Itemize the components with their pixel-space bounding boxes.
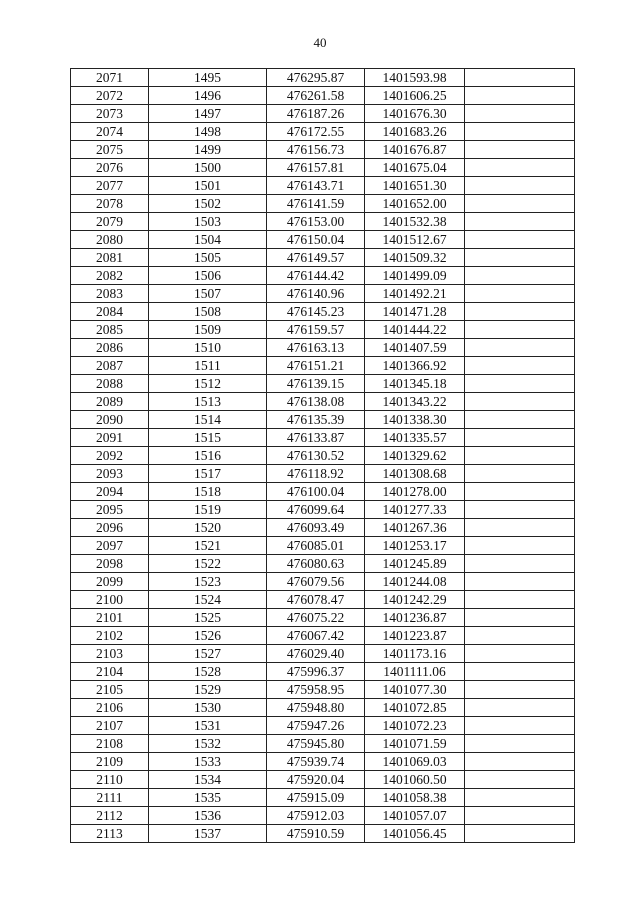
table-row <box>71 303 575 321</box>
vertex-number-cell: 1519 <box>149 501 267 519</box>
y-coordinate-cell: 1401057.07 <box>365 807 465 825</box>
x-coordinate-cell: 475948.80 <box>267 699 365 717</box>
table-row <box>71 195 575 213</box>
y-coordinate-cell: 1401244.08 <box>365 573 465 591</box>
y-coordinate-cell: 1401072.85 <box>365 699 465 717</box>
table-row <box>71 753 575 771</box>
vertex-number-cell: 1502 <box>149 195 267 213</box>
table-row <box>71 483 575 501</box>
point-number-cell: 2071 <box>71 69 149 87</box>
vertex-number-cell: 1505 <box>149 249 267 267</box>
y-coordinate-cell: 1401060.50 <box>365 771 465 789</box>
vertex-number-cell: 1509 <box>149 321 267 339</box>
x-coordinate-cell: 476130.52 <box>267 447 365 465</box>
table-row <box>71 177 575 195</box>
point-number-cell: 2105 <box>71 681 149 699</box>
vertex-number-cell: 1495 <box>149 69 267 87</box>
x-coordinate-cell: 475958.95 <box>267 681 365 699</box>
vertex-number-cell: 1528 <box>149 663 267 681</box>
note-cell <box>465 591 575 609</box>
point-number-cell: 2108 <box>71 735 149 753</box>
note-cell <box>465 735 575 753</box>
note-cell <box>465 483 575 501</box>
point-number-cell: 2094 <box>71 483 149 501</box>
x-coordinate-cell: 476099.64 <box>267 501 365 519</box>
y-coordinate-cell: 1401444.22 <box>365 321 465 339</box>
y-coordinate-cell: 1401683.26 <box>365 123 465 141</box>
note-cell <box>465 87 575 105</box>
point-number-cell: 2088 <box>71 375 149 393</box>
y-coordinate-cell: 1401606.25 <box>365 87 465 105</box>
x-coordinate-cell: 476144.42 <box>267 267 365 285</box>
x-coordinate-cell: 475910.59 <box>267 825 365 843</box>
x-coordinate-cell: 476138.08 <box>267 393 365 411</box>
note-cell <box>465 663 575 681</box>
table-row <box>71 267 575 285</box>
x-coordinate-cell: 476100.04 <box>267 483 365 501</box>
note-cell <box>465 195 575 213</box>
table-row <box>71 825 575 843</box>
vertex-number-cell: 1515 <box>149 429 267 447</box>
note-cell <box>465 105 575 123</box>
vertex-number-cell: 1530 <box>149 699 267 717</box>
y-coordinate-cell: 1401366.92 <box>365 357 465 375</box>
point-number-cell: 2092 <box>71 447 149 465</box>
x-coordinate-cell: 476140.96 <box>267 285 365 303</box>
vertex-number-cell: 1508 <box>149 303 267 321</box>
y-coordinate-cell: 1401278.00 <box>365 483 465 501</box>
note-cell <box>465 645 575 663</box>
vertex-number-cell: 1521 <box>149 537 267 555</box>
x-coordinate-cell: 475920.04 <box>267 771 365 789</box>
y-coordinate-cell: 1401492.21 <box>365 285 465 303</box>
x-coordinate-cell: 476141.59 <box>267 195 365 213</box>
y-coordinate-cell: 1401308.68 <box>365 465 465 483</box>
table-row <box>71 87 575 105</box>
x-coordinate-cell: 476157.81 <box>267 159 365 177</box>
point-number-cell: 2106 <box>71 699 149 717</box>
x-coordinate-cell: 476080.63 <box>267 555 365 573</box>
table-row <box>71 681 575 699</box>
table-row <box>71 357 575 375</box>
x-coordinate-cell: 476078.47 <box>267 591 365 609</box>
table-row <box>71 339 575 357</box>
note-cell <box>465 771 575 789</box>
y-coordinate-cell: 1401173.16 <box>365 645 465 663</box>
point-number-cell: 2084 <box>71 303 149 321</box>
note-cell <box>465 681 575 699</box>
point-number-cell: 2081 <box>71 249 149 267</box>
y-coordinate-cell: 1401267.36 <box>365 519 465 537</box>
note-cell <box>465 717 575 735</box>
note-cell <box>465 213 575 231</box>
note-cell <box>465 537 575 555</box>
note-cell <box>465 753 575 771</box>
y-coordinate-cell: 1401058.38 <box>365 789 465 807</box>
y-coordinate-cell: 1401512.67 <box>365 231 465 249</box>
point-number-cell: 2097 <box>71 537 149 555</box>
point-number-cell: 2095 <box>71 501 149 519</box>
vertex-number-cell: 1525 <box>149 609 267 627</box>
vertex-number-cell: 1498 <box>149 123 267 141</box>
point-number-cell: 2073 <box>71 105 149 123</box>
vertex-number-cell: 1537 <box>149 825 267 843</box>
vertex-number-cell: 1527 <box>149 645 267 663</box>
point-number-cell: 2077 <box>71 177 149 195</box>
table-row <box>71 429 575 447</box>
x-coordinate-cell: 476172.55 <box>267 123 365 141</box>
table-row <box>71 555 575 573</box>
table-row <box>71 735 575 753</box>
vertex-number-cell: 1497 <box>149 105 267 123</box>
table-row <box>71 627 575 645</box>
point-number-cell: 2101 <box>71 609 149 627</box>
point-number-cell: 2074 <box>71 123 149 141</box>
table-row <box>71 771 575 789</box>
x-coordinate-cell: 476295.87 <box>267 69 365 87</box>
table-row <box>71 231 575 249</box>
note-cell <box>465 825 575 843</box>
y-coordinate-cell: 1401335.57 <box>365 429 465 447</box>
y-coordinate-cell: 1401223.87 <box>365 627 465 645</box>
vertex-number-cell: 1534 <box>149 771 267 789</box>
coordinates-table <box>70 68 575 843</box>
y-coordinate-cell: 1401111.06 <box>365 663 465 681</box>
vertex-number-cell: 1518 <box>149 483 267 501</box>
table-row <box>71 663 575 681</box>
table-row <box>71 213 575 231</box>
table-row <box>71 717 575 735</box>
point-number-cell: 2093 <box>71 465 149 483</box>
vertex-number-cell: 1531 <box>149 717 267 735</box>
x-coordinate-cell: 476163.13 <box>267 339 365 357</box>
y-coordinate-cell: 1401676.87 <box>365 141 465 159</box>
vertex-number-cell: 1517 <box>149 465 267 483</box>
point-number-cell: 2086 <box>71 339 149 357</box>
point-number-cell: 2079 <box>71 213 149 231</box>
vertex-number-cell: 1504 <box>149 231 267 249</box>
y-coordinate-cell: 1401651.30 <box>365 177 465 195</box>
note-cell <box>465 465 575 483</box>
vertex-number-cell: 1523 <box>149 573 267 591</box>
y-coordinate-cell: 1401236.87 <box>365 609 465 627</box>
note-cell <box>465 573 575 591</box>
x-coordinate-cell: 476145.23 <box>267 303 365 321</box>
point-number-cell: 2109 <box>71 753 149 771</box>
vertex-number-cell: 1536 <box>149 807 267 825</box>
table-row <box>71 393 575 411</box>
note-cell <box>465 321 575 339</box>
table-row <box>71 447 575 465</box>
point-number-cell: 2085 <box>71 321 149 339</box>
table-row <box>71 609 575 627</box>
x-coordinate-cell: 475996.37 <box>267 663 365 681</box>
note-cell <box>465 789 575 807</box>
table-row <box>71 375 575 393</box>
note-cell <box>465 177 575 195</box>
table-row <box>71 573 575 591</box>
point-number-cell: 2104 <box>71 663 149 681</box>
y-coordinate-cell: 1401071.59 <box>365 735 465 753</box>
y-coordinate-cell: 1401072.23 <box>365 717 465 735</box>
vertex-number-cell: 1529 <box>149 681 267 699</box>
note-cell <box>465 393 575 411</box>
x-coordinate-cell: 476067.42 <box>267 627 365 645</box>
note-cell <box>465 699 575 717</box>
note-cell <box>465 519 575 537</box>
x-coordinate-cell: 476153.00 <box>267 213 365 231</box>
y-coordinate-cell: 1401676.30 <box>365 105 465 123</box>
table-row <box>71 411 575 429</box>
table-row <box>71 465 575 483</box>
point-number-cell: 2112 <box>71 807 149 825</box>
point-number-cell: 2110 <box>71 771 149 789</box>
vertex-number-cell: 1532 <box>149 735 267 753</box>
vertex-number-cell: 1506 <box>149 267 267 285</box>
point-number-cell: 2113 <box>71 825 149 843</box>
x-coordinate-cell: 475939.74 <box>267 753 365 771</box>
point-number-cell: 2087 <box>71 357 149 375</box>
y-coordinate-cell: 1401069.03 <box>365 753 465 771</box>
y-coordinate-cell: 1401056.45 <box>365 825 465 843</box>
table-row <box>71 123 575 141</box>
note-cell <box>465 339 575 357</box>
point-number-cell: 2090 <box>71 411 149 429</box>
x-coordinate-cell: 476133.87 <box>267 429 365 447</box>
note-cell <box>465 807 575 825</box>
table-row <box>71 645 575 663</box>
y-coordinate-cell: 1401532.38 <box>365 213 465 231</box>
vertex-number-cell: 1524 <box>149 591 267 609</box>
x-coordinate-cell: 476118.92 <box>267 465 365 483</box>
point-number-cell: 2098 <box>71 555 149 573</box>
y-coordinate-cell: 1401277.33 <box>365 501 465 519</box>
table-row <box>71 591 575 609</box>
note-cell <box>465 285 575 303</box>
x-coordinate-cell: 476187.26 <box>267 105 365 123</box>
note-cell <box>465 375 575 393</box>
y-coordinate-cell: 1401675.04 <box>365 159 465 177</box>
note-cell <box>465 267 575 285</box>
x-coordinate-cell: 476139.15 <box>267 375 365 393</box>
y-coordinate-cell: 1401652.00 <box>365 195 465 213</box>
vertex-number-cell: 1496 <box>149 87 267 105</box>
point-number-cell: 2078 <box>71 195 149 213</box>
vertex-number-cell: 1516 <box>149 447 267 465</box>
note-cell <box>465 123 575 141</box>
x-coordinate-cell: 475912.03 <box>267 807 365 825</box>
point-number-cell: 2080 <box>71 231 149 249</box>
note-cell <box>465 411 575 429</box>
x-coordinate-cell: 476151.21 <box>267 357 365 375</box>
point-number-cell: 2076 <box>71 159 149 177</box>
note-cell <box>465 159 575 177</box>
vertex-number-cell: 1514 <box>149 411 267 429</box>
x-coordinate-cell: 476159.57 <box>267 321 365 339</box>
table-body <box>71 69 575 843</box>
point-number-cell: 2100 <box>71 591 149 609</box>
note-cell <box>465 141 575 159</box>
y-coordinate-cell: 1401345.18 <box>365 375 465 393</box>
table-row <box>71 537 575 555</box>
point-number-cell: 2083 <box>71 285 149 303</box>
vertex-number-cell: 1499 <box>149 141 267 159</box>
note-cell <box>465 555 575 573</box>
table-row <box>71 105 575 123</box>
note-cell <box>465 447 575 465</box>
note-cell <box>465 627 575 645</box>
note-cell <box>465 69 575 87</box>
note-cell <box>465 609 575 627</box>
x-coordinate-cell: 476085.01 <box>267 537 365 555</box>
vertex-number-cell: 1511 <box>149 357 267 375</box>
vertex-number-cell: 1507 <box>149 285 267 303</box>
table-row <box>71 159 575 177</box>
y-coordinate-cell: 1401343.22 <box>365 393 465 411</box>
x-coordinate-cell: 476156.73 <box>267 141 365 159</box>
point-number-cell: 2072 <box>71 87 149 105</box>
x-coordinate-cell: 476079.56 <box>267 573 365 591</box>
y-coordinate-cell: 1401509.32 <box>365 249 465 267</box>
vertex-number-cell: 1501 <box>149 177 267 195</box>
table-row <box>71 699 575 717</box>
x-coordinate-cell: 475947.26 <box>267 717 365 735</box>
vertex-number-cell: 1535 <box>149 789 267 807</box>
y-coordinate-cell: 1401077.30 <box>365 681 465 699</box>
vertex-number-cell: 1510 <box>149 339 267 357</box>
point-number-cell: 2099 <box>71 573 149 591</box>
y-coordinate-cell: 1401253.17 <box>365 537 465 555</box>
vertex-number-cell: 1503 <box>149 213 267 231</box>
table-row <box>71 807 575 825</box>
note-cell <box>465 249 575 267</box>
y-coordinate-cell: 1401245.89 <box>365 555 465 573</box>
vertex-number-cell: 1526 <box>149 627 267 645</box>
y-coordinate-cell: 1401499.09 <box>365 267 465 285</box>
point-number-cell: 2103 <box>71 645 149 663</box>
table-row <box>71 501 575 519</box>
table-row <box>71 321 575 339</box>
note-cell <box>465 429 575 447</box>
vertex-number-cell: 1522 <box>149 555 267 573</box>
x-coordinate-cell: 476261.58 <box>267 87 365 105</box>
x-coordinate-cell: 476029.40 <box>267 645 365 663</box>
x-coordinate-cell: 475915.09 <box>267 789 365 807</box>
table-row <box>71 141 575 159</box>
vertex-number-cell: 1533 <box>149 753 267 771</box>
y-coordinate-cell: 1401242.29 <box>365 591 465 609</box>
x-coordinate-cell: 476075.22 <box>267 609 365 627</box>
point-number-cell: 2107 <box>71 717 149 735</box>
vertex-number-cell: 1520 <box>149 519 267 537</box>
point-number-cell: 2089 <box>71 393 149 411</box>
x-coordinate-cell: 476135.39 <box>267 411 365 429</box>
table-row <box>71 789 575 807</box>
y-coordinate-cell: 1401593.98 <box>365 69 465 87</box>
y-coordinate-cell: 1401407.59 <box>365 339 465 357</box>
y-coordinate-cell: 1401338.30 <box>365 411 465 429</box>
point-number-cell: 2082 <box>71 267 149 285</box>
point-number-cell: 2075 <box>71 141 149 159</box>
note-cell <box>465 231 575 249</box>
table-row <box>71 285 575 303</box>
point-number-cell: 2091 <box>71 429 149 447</box>
point-number-cell: 2096 <box>71 519 149 537</box>
note-cell <box>465 501 575 519</box>
x-coordinate-cell: 475945.80 <box>267 735 365 753</box>
note-cell <box>465 357 575 375</box>
table-row <box>71 519 575 537</box>
x-coordinate-cell: 476093.49 <box>267 519 365 537</box>
y-coordinate-cell: 1401329.62 <box>365 447 465 465</box>
note-cell <box>465 303 575 321</box>
page-number: 40 <box>313 35 327 50</box>
vertex-number-cell: 1512 <box>149 375 267 393</box>
point-number-cell: 2111 <box>71 789 149 807</box>
y-coordinate-cell: 1401471.28 <box>365 303 465 321</box>
x-coordinate-cell: 476150.04 <box>267 231 365 249</box>
vertex-number-cell: 1500 <box>149 159 267 177</box>
table-row <box>71 69 575 87</box>
point-number-cell: 2102 <box>71 627 149 645</box>
table-row <box>71 249 575 267</box>
vertex-number-cell: 1513 <box>149 393 267 411</box>
x-coordinate-cell: 476143.71 <box>267 177 365 195</box>
x-coordinate-cell: 476149.57 <box>267 249 365 267</box>
